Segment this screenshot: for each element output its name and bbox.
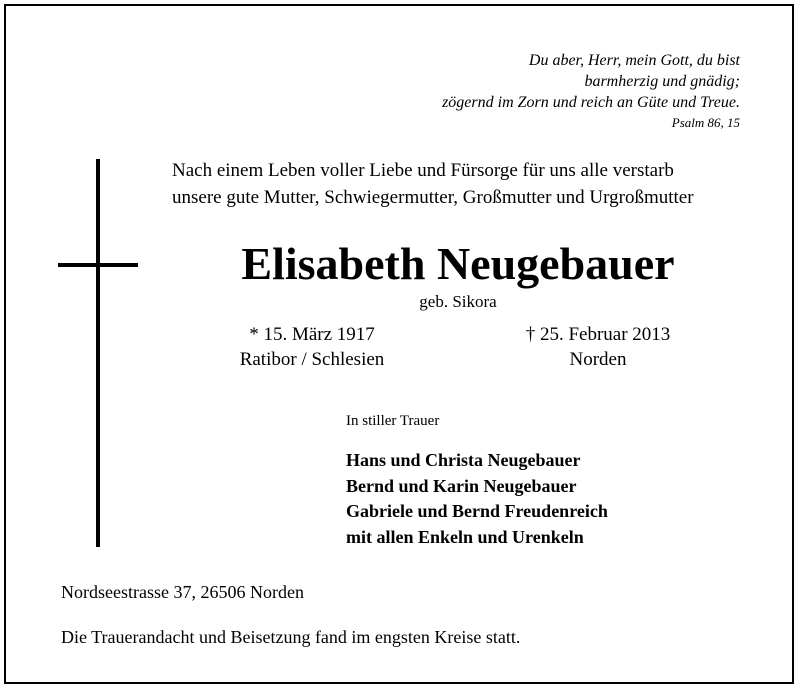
family-member: Gabriele und Bernd Freudenreich <box>346 501 608 521</box>
family-member: mit allen Enkeln und Urenkeln <box>346 526 584 547</box>
mourning-label: In stiller Trauer <box>346 413 440 429</box>
birth-info <box>172 322 452 372</box>
intro-line: Nach einem Leben voller Liebe und Fürsorge für uns alle verstarb <box>172 160 674 181</box>
death-date: † 25. Februar 2013 <box>525 324 671 345</box>
address: Nordseestrasse 37, 26506 Norden <box>61 582 304 602</box>
psalm-reference: Psalm 86, 15 <box>671 115 740 130</box>
family-member: Bernd und Karin Neugebauer <box>346 475 577 496</box>
maiden-name: geb. Sikora <box>419 292 497 311</box>
family-list <box>346 448 608 550</box>
birth-place: Ratibor / Schlesien <box>239 349 385 370</box>
psalm-line: barmherzig und gnädig; <box>584 73 740 90</box>
cross-icon-vertical <box>96 159 100 547</box>
intro-line: unsere gute Mutter, Schwiegermutter, Großmutter und Urgroßmutter <box>172 187 694 208</box>
psalm-quote <box>442 50 740 133</box>
psalm-line: Du aber, Herr, mein Gott, du bist <box>528 52 740 69</box>
deceased-name: Elisabeth Neugebauer <box>241 238 675 289</box>
intro-text <box>172 157 694 211</box>
birth-date: * 15. März 1917 <box>249 324 375 345</box>
psalm-line: zögernd im Zorn und reich an Güte und Treue. <box>442 94 740 111</box>
funeral-notice: Die Trauerandacht und Beisetzung fand im engsten Kreise statt. <box>61 627 521 647</box>
death-place: Norden <box>569 349 627 370</box>
death-info <box>458 322 738 372</box>
family-member: Hans und Christa Neugebauer <box>346 450 581 470</box>
